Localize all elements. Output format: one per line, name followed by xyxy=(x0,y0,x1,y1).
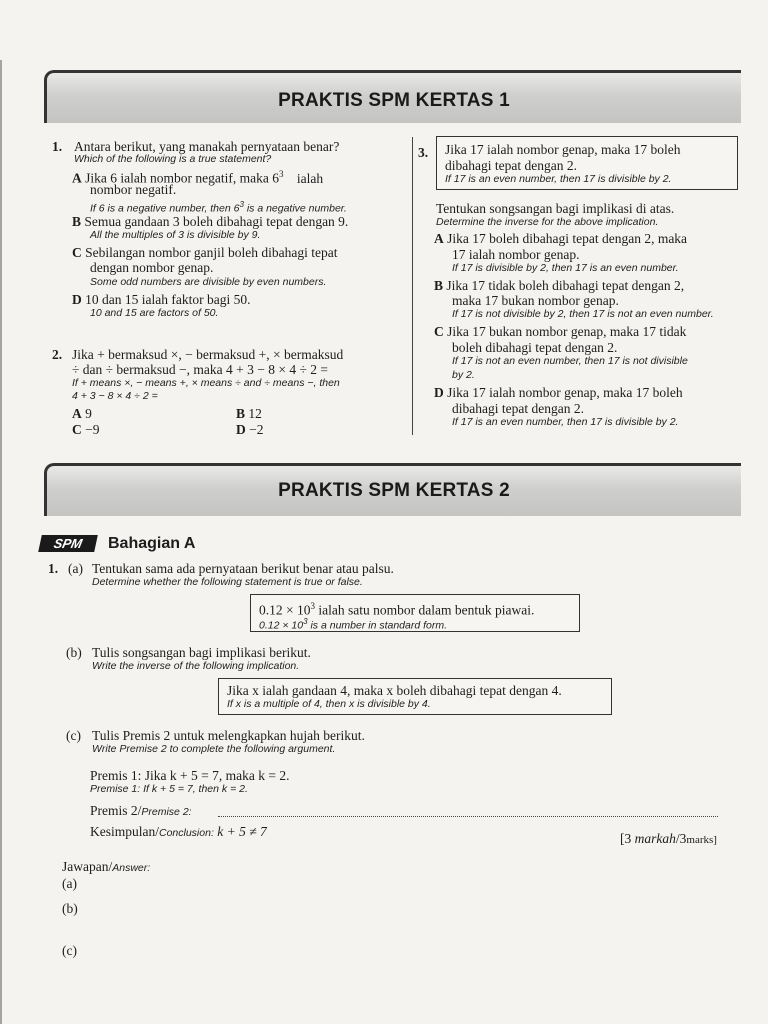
q3-box-ms-1: Jika 17 ialah nombor genap, maka 17 boleh xyxy=(445,142,681,157)
answer-label: Jawapan/Answer: xyxy=(62,859,151,874)
page-edge-shadow xyxy=(0,60,2,1024)
spm-badge: SPM xyxy=(38,535,98,552)
premis1-ms: Premis 1: Jika k + 5 = 7, maka k = 2. xyxy=(90,768,290,783)
q3-option-b-line2: maka 17 bukan nombor genap. xyxy=(452,293,619,308)
kertas2-title: PRAKTIS SPM KERTAS 2 xyxy=(278,480,510,501)
answer-b-label: (b) xyxy=(62,901,78,916)
q3-number: 3. xyxy=(418,145,429,160)
p2q1-a-box-en: $0.12 \times 10^3$ is a number in standard form. xyxy=(259,617,448,632)
q3-option-c-en1: If 17 is not an even number, then 17 is not divisible xyxy=(452,355,688,367)
q1-option-a-line2: nombor negatif. xyxy=(90,182,177,197)
q2-option-b: B 12 xyxy=(236,406,262,421)
q2-option-a: A 9 xyxy=(72,406,92,421)
q2-en1: If + means ×, − means +, × means ÷ and ÷ means −, then xyxy=(72,377,340,389)
premis1-en: Premise 1: If k + 5 = 7, then k = 2. xyxy=(90,783,248,795)
p2q1-a-ms: Tentukan sama ada pernyataan berikut benar atau palsu. xyxy=(92,561,394,576)
kertas1-banner xyxy=(44,70,741,123)
q3-option-a: A Jika 17 boleh dibahagi tepat dengan 2, maka xyxy=(434,231,688,246)
answer-a-label: (a) xyxy=(62,876,77,891)
q2-line2: ÷ dan ÷ bermaksud −, maka 4 + 3 − 8 × 4 ÷ 2 = xyxy=(72,362,329,377)
p2q1-c-en: Write Premise 2 to complete the following argument. xyxy=(92,743,336,755)
q3-option-d-en: If 17 is an even number, then 17 is divisible by 2. xyxy=(452,416,679,428)
kertas1-title: PRAKTIS SPM KERTAS 1 xyxy=(278,90,510,111)
q3-option-d-line2: dibahagi tepat dengan 2. xyxy=(452,401,584,416)
kertas2-banner xyxy=(44,463,741,516)
p2q1-c-label: (c) xyxy=(66,728,81,743)
q2-line1: Jika + bermaksud ×, − bermaksud +, × bermaksud xyxy=(72,347,344,362)
q1-option-c-en: Some odd numbers are divisible by even numbers. xyxy=(90,276,327,288)
q1-option-c: C Sebilangan nombor ganjil boleh dibahagi tepat xyxy=(72,245,338,260)
p2q1-b-ms: Tulis songsangan bagi implikasi berikut. xyxy=(92,645,311,660)
marks-label: [3 markah/3marks] xyxy=(620,831,717,846)
column-divider xyxy=(412,137,413,435)
p2q1-b-box-ms: Jika x ialah gandaan 4, maka x boleh dibahagi tepat dengan 4. xyxy=(227,683,562,698)
premis2-label: Premis 2/Premise 2: xyxy=(90,803,192,818)
p2q1-a-box xyxy=(250,594,580,632)
q2-en2: 4 + 3 − 8 × 4 ÷ 2 = xyxy=(72,390,158,402)
q2-option-c: C −9 xyxy=(72,422,100,437)
p2q1-a-label: (a) xyxy=(68,561,83,576)
p2q1-a-box-ms: $0.12 \times 10^3$ ialah satu nombor dalam bentuk piawai. xyxy=(259,601,535,618)
q3-option-a-en: If 17 is divisible by 2, then 17 is an even number. xyxy=(452,262,679,274)
q3-stem-en: Determine the inverse for the above implication. xyxy=(436,216,659,228)
q3-box-ms-2: dibahagi tepat dengan 2. xyxy=(445,158,577,173)
q3-implication-box xyxy=(436,136,738,190)
q1-stem-en: Which of the following is a true statement? xyxy=(74,153,272,165)
q2-number: 2. xyxy=(52,347,63,362)
q3-option-d: D Jika 17 ialah nombor genap, maka 17 boleh xyxy=(434,385,683,400)
q3-option-b: B Jika 17 tidak boleh dibahagi tepat dengan 2, xyxy=(434,278,685,293)
kesimpulan: Kesimpulan/Conclusion: k + 5 ≠ 7 xyxy=(90,824,267,839)
q3-option-c-line2: boleh dibahagi tepat dengan 2. xyxy=(452,340,618,355)
q3-option-a-line2: 17 ialah nombor genap. xyxy=(452,247,580,262)
q2-option-d: D −2 xyxy=(236,422,264,437)
p2q1-b-box-en: If x is a multiple of 4, then x is divisible by 4. xyxy=(227,698,431,710)
q1-option-b: B Semua gandaan 3 boleh dibahagi tepat dengan 9. xyxy=(72,214,349,229)
q1-option-c-line2: dengan nombor genap. xyxy=(90,260,214,275)
premis2-answer-line[interactable] xyxy=(218,815,718,817)
q1-number: 1. xyxy=(52,139,63,154)
q1-option-a: A Jika 6 ialah nombor negatif, maka $6^3$ ialah xyxy=(72,169,324,186)
p2q1-number: 1. xyxy=(48,561,59,576)
q1-option-a-en: If 6 is a negative number, then $6^3$ is a negative number. xyxy=(90,200,347,215)
q3-stem-ms: Tentukan songsangan bagi implikasi di atas. xyxy=(436,201,675,216)
q1-option-d-en: 10 and 15 are factors of 50. xyxy=(90,307,219,319)
p2q1-b-en: Write the inverse of the following implication. xyxy=(92,660,300,672)
q3-option-b-en: If 17 is not divisible by 2, then 17 is not an even number. xyxy=(452,308,714,320)
p2q1-b-box xyxy=(218,678,612,715)
q3-option-c: C Jika 17 bukan nombor genap, maka 17 tidak xyxy=(434,324,687,339)
p2q1-c-ms: Tulis Premis 2 untuk melengkapkan hujah berikut. xyxy=(92,728,365,743)
q3-box-en: If 17 is an even number, then 17 is divisible by 2. xyxy=(445,173,672,185)
q3-option-c-en2: by 2. xyxy=(452,369,475,381)
p2q1-a-en: Determine whether the following statement is true or false. xyxy=(92,576,363,588)
section-title: Bahagian A xyxy=(108,535,196,552)
answer-c-label: (c) xyxy=(62,943,77,958)
q1-option-d: D 10 dan 15 ialah faktor bagi 50. xyxy=(72,292,251,307)
p2q1-b-label: (b) xyxy=(66,645,82,660)
q1-stem-ms: Antara berikut, yang manakah pernyataan benar? xyxy=(74,139,340,154)
q1-option-b-en: All the multiples of 3 is divisible by 9. xyxy=(90,229,261,241)
